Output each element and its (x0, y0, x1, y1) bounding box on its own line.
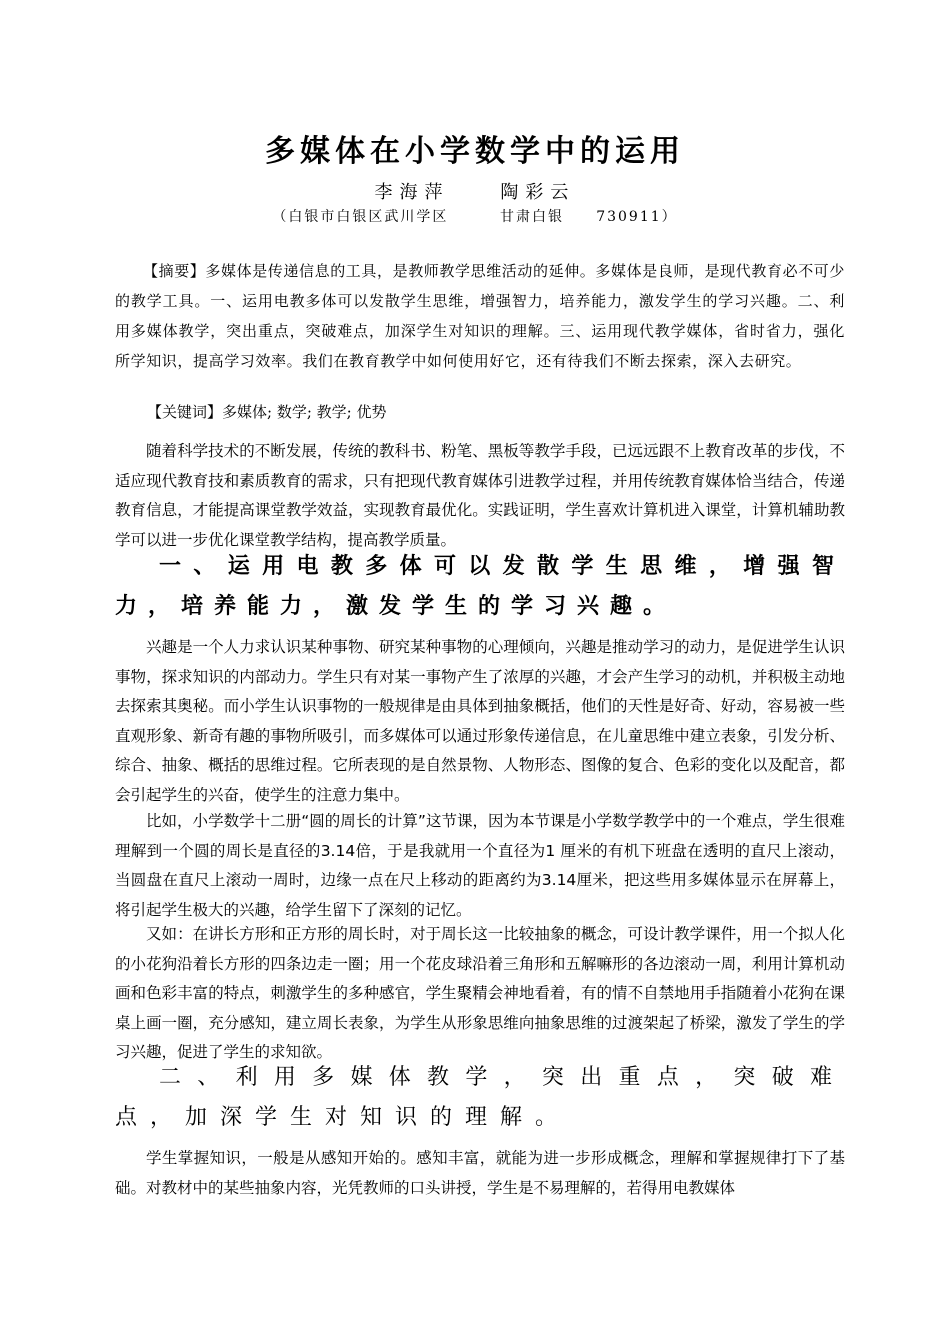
keywords-text: 多媒体; 数学; 教学; 优势 (222, 403, 387, 421)
section1-heading: 一、运用电教多体可以发散学生思维，增强智力，培养能力，激发学生的学习兴趣。 (115, 554, 845, 619)
paper-authors: 李海萍 陶彩云 (374, 182, 576, 203)
intro-paragraph: 随着科学技术的不断发展，传统的教科书、粉笔、黑板等教学手段，已远远跟不上教育改革的步伐，不适应现代教育技和素质教育的需求，只有把现代教育媒体引进教学过程，并用传统教育媒体恰当结合，传递教育信息，才能提高课堂教学效益，实现教育最优化。实践证明，学生喜欢计算机进入课堂，计算机辅助教学可以进一步优化课堂教学结构，提高教学质量。 (115, 442, 845, 549)
keywords-label: 【关键词】 (147, 403, 223, 421)
keywords (147, 397, 386, 427)
section2-heading: 二、利用多媒体教学，突出重点，突破难点，加深学生对知识的理解。 (115, 1065, 845, 1130)
section1-paragraph-3: 又如：在讲长方形和正方形的周长时，对于周长这一比较抽象的概念，可设计教学课件，用一个拟人化的小花狗沿着长方形的四条边走一圈；用一个花皮球沿着三角形和五解嘛形的各边滚动一周，利用计算机动画和色彩丰富的特点，刺激学生的多种感官，学生聚精会神地看着，有的情不自禁地用手指随着小花狗在课桌上画一圈，充分感知，建立周长表象，为学生从形象思维向抽象思维的过渡架起了桥梁，激发了学生的学习兴趣，促进了学生的求知欲。 (115, 925, 845, 1061)
paper-affiliation: （白银市白银区武川学区 甘肃白银 730911） (272, 209, 678, 225)
section1-paragraph-1: 兴趣是一个人力求认识某种事物、研究某种事物的心理倾向，兴趣是推动学习的动力，是促进学生认识事物，探求知识的内部动力。学生只有对某一事物产生了浓厚的兴趣，才会产生学习的动机，并积极主动地去探索其奥秘。而小学生认识事物的一般规律是由具体到抽象概括，他们的天性是好奇、好动，容易被一些直观形象、新奇有趣的事物所吸引，而多媒体可以通过形象传递信息，在儿童思维中建立表象，引发分析、综合、抽象、概括的思维过程。它所表现的是自然景物、人物形态、图像的复合、色彩的变化以及配音，都会引起学生的兴奋，使学生的注意力集中。 (115, 638, 845, 804)
abstract (115, 256, 845, 376)
abstract-text: 多媒体是传递信息的工具，是教师教学思维活动的延伸。多媒体是良师，是现代教育必不可少的教学工具。一、运用电教多体可以发散学生思维，增强智力，培养能力，激发学生的学习兴趣。二、利用多媒体教学，突出重点，突破难点，加深学生对知识的理解。三、运用现代教学媒体，省时省力，强化所学知识，提高学习效率。我们在教育教学中如何使用好它，还有待我们不断去探索，深入去研究。 (115, 262, 846, 370)
section2-paragraph-1: 学生掌握知识，一般是从感知开始的。感知丰富，就能为进一步形成概念，理解和掌握规律打下了基础。对教材中的某些抽象内容，光凭教师的口头讲授，学生是不易理解的，若得用电教媒体 (115, 1149, 845, 1197)
paper-title: 多媒体在小学数学中的运用 (265, 134, 685, 169)
section1-paragraph-2: 比如，小学数学十二册“圆的周长的计算”这节课，因为本节课是小学数学教学中的一个难点，学生很难理解到一个圆的周长是直径的3.14倍，于是我就用一个直径为1 厘米的有机下班盘在透明的直尺上滚动，当圆盘在直尺上滚动一周时，边缘一点在尺上移动的距离约为3.14厘米，把这些用多媒体显示在屏幕上，将引起学生极大的兴趣，给学生留下了深刻的记忆。 (115, 812, 845, 919)
abstract-label: 【摘要】 (143, 262, 206, 280)
